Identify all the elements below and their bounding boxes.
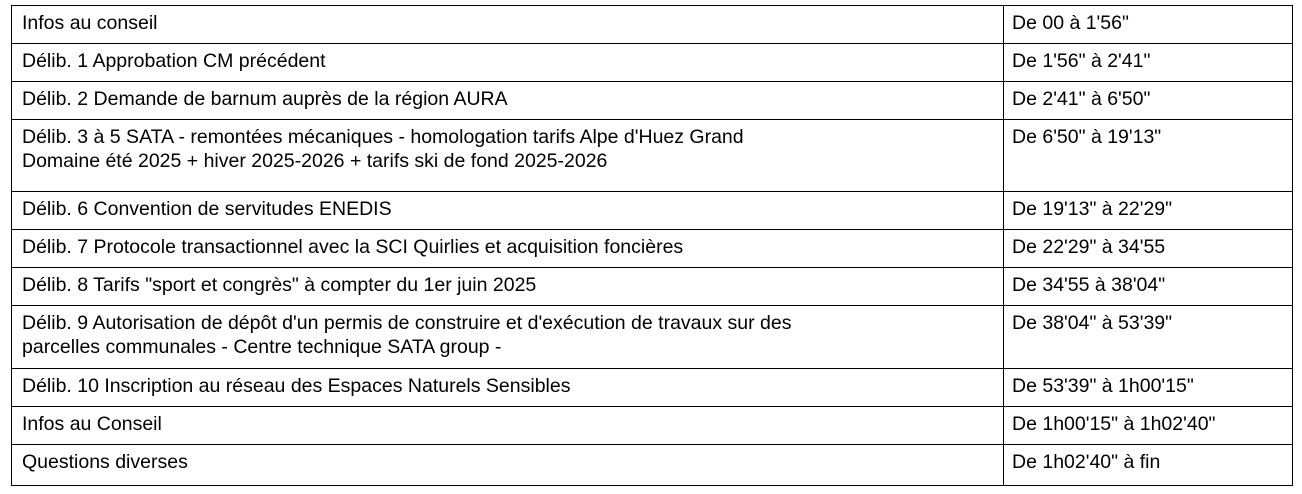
agenda-item-label: Questions diverses (12, 445, 1004, 485)
table-row (12, 120, 1292, 192)
agenda-item-time: De 34'55 à 38'04" (1012, 274, 1166, 296)
table-row (12, 44, 1292, 82)
agenda-item-label: Délib. 9 Autorisation de dépôt d'un permis de construire et d'exécution de travaux sur des parcelles communales - Centre technique SATA group - (12, 306, 1004, 368)
agenda-item-time: De 2'41" à 6'50" (1012, 88, 1151, 110)
table-row (12, 306, 1292, 369)
agenda-item-label: Infos au conseil (12, 6, 1004, 43)
table-row (12, 445, 1292, 485)
agenda-item-label: Délib. 2 Demande de barnum auprès de la région AURA (12, 82, 1004, 119)
agenda-item-label: Délib. 6 Convention de servitudes ENEDIS (12, 192, 1004, 229)
agenda-item-label: Délib. 3 à 5 SATA - remontées mécaniques - homologation tarifs Alpe d'Huez Grand Domaine été 2025 + hiver 2025-2026 + tarifs ski de fond 2025-2026 (12, 120, 1004, 191)
agenda-item-time: De 1h02'40" à fin (1012, 451, 1161, 473)
table-row (12, 268, 1292, 306)
agenda-item-time: De 6'50" à 19'13" (1012, 126, 1162, 148)
agenda-item-label: Délib. 10 Inscription au réseau des Espaces Naturels Sensibles (12, 369, 1004, 406)
agenda-item-label: Délib. 1 Approbation CM précédent (12, 44, 1004, 81)
table-row (12, 6, 1292, 44)
agenda-item-time: De 19'13" à 22'29" (1012, 198, 1173, 220)
agenda-timestamps-table (11, 5, 1293, 486)
table-row (12, 230, 1292, 268)
agenda-item-time: De 38'04" à 53'39" (1012, 312, 1173, 334)
agenda-item-time: De 1'56" à 2'41" (1012, 50, 1151, 72)
agenda-item-time: De 22'29" à 34'55 (1012, 236, 1166, 258)
agenda-item-time: De 53'39" à 1h00'15" (1012, 375, 1194, 397)
agenda-item-time: De 1h00'15" à 1h02'40" (1012, 413, 1216, 435)
agenda-item-label: Infos au Conseil (12, 407, 1004, 444)
agenda-item-label: Délib. 7 Protocole transactionnel avec la SCI Quirlies et acquisition foncières (12, 230, 1004, 267)
agenda-item-time: De 00 à 1'56" (1012, 12, 1129, 34)
table-row (12, 369, 1292, 407)
table-row (12, 192, 1292, 230)
table-row (12, 407, 1292, 445)
table-row (12, 82, 1292, 120)
agenda-item-label: Délib. 8 Tarifs "sport et congrès" à compter du 1er juin 2025 (12, 268, 1004, 305)
